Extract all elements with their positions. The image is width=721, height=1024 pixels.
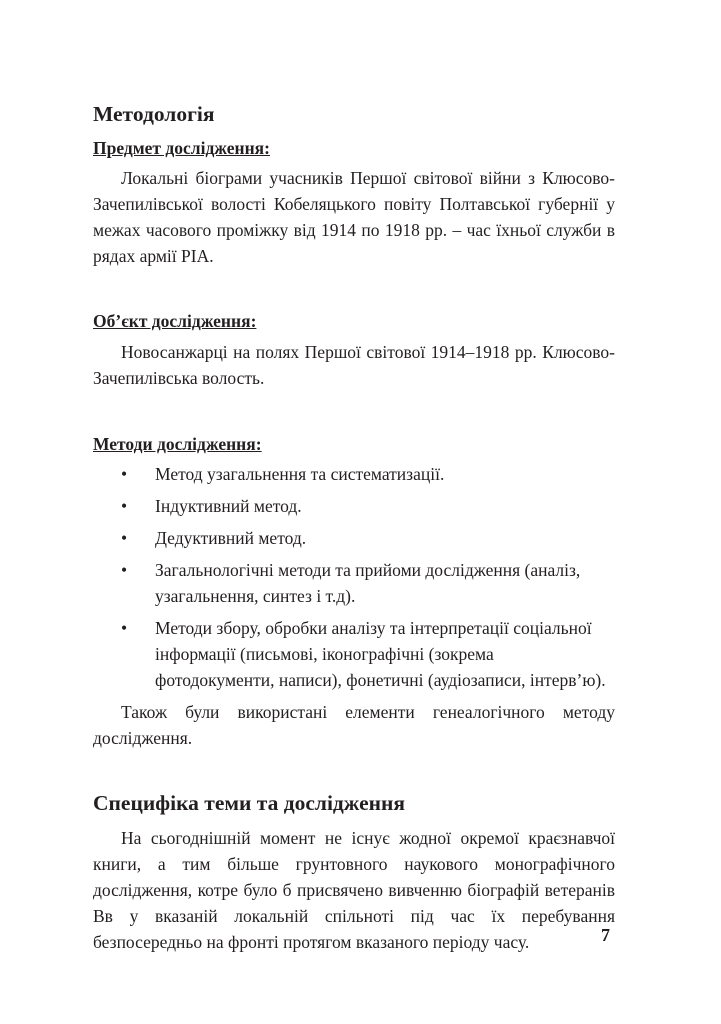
bullet-icon: • [121, 618, 128, 638]
specifics-paragraph: На сьогоднішній момент не існує жодної окремої краєзнавчої книги, а тим більше грунтовного наукового монографічного дослідження, котре було б присвячено вивченню біографій ветеранів Вв у вказаній локальній спільноті під час їх перебування безпосередньо на фронті протягом вказаного періоду часу. [93, 828, 615, 952]
list-item [93, 493, 615, 519]
list-item-text: Дедуктивний метод. [155, 528, 307, 548]
bullet-icon: • [121, 464, 128, 484]
page-number: 7 [601, 925, 610, 945]
methods-note-paragraph: Також були використані елементи генеалогічного методу дослідження. [93, 702, 615, 748]
bullet-icon: • [121, 496, 128, 516]
bullet-icon: • [121, 560, 128, 580]
list-item [93, 615, 615, 693]
list-item-text: Метод узагальнення та систематизації. [155, 464, 445, 484]
list-item [93, 557, 615, 609]
object-subheading: Об’єкт дослідження: [93, 311, 257, 331]
list-item [93, 525, 615, 551]
section-heading-methodology: Методологія [93, 102, 215, 126]
section-heading-specifics: Специфіка теми та дослідження [93, 791, 406, 815]
list-item-text: Загальнологічні методи та прийоми дослідження (аналіз, узагальнення, синтез і т.д). [155, 560, 581, 606]
object-paragraph: Новосанжарці на полях Першої світової 1914–1918 рр. Клюсово-Зачепилівська волость. [93, 342, 615, 388]
list-item [93, 461, 615, 487]
subject-subheading: Предмет дослідження: [93, 138, 270, 158]
subject-paragraph: Локальні біограми учасників Першої світової війни з Клюсово-Зачепилівської волості Кобеляцького повіту Полтавської губернії у межах часового проміжку від 1914 по 1918 рр. – час їхньої служби в рядах армії РІА. [93, 168, 615, 266]
methods-list [93, 461, 615, 693]
methods-subheading: Методи дослідження: [93, 434, 262, 454]
list-item-text: Методи збору, обробки аналізу та інтерпретації соціальної інформації (письмові, іконографічні (зокрема фотодокументи, написи), фонетичні (аудіозаписи, інтерв’ю). [155, 618, 606, 690]
page-content [93, 100, 615, 955]
bullet-icon: • [121, 528, 128, 548]
list-item-text: Індуктивний метод. [155, 496, 302, 516]
